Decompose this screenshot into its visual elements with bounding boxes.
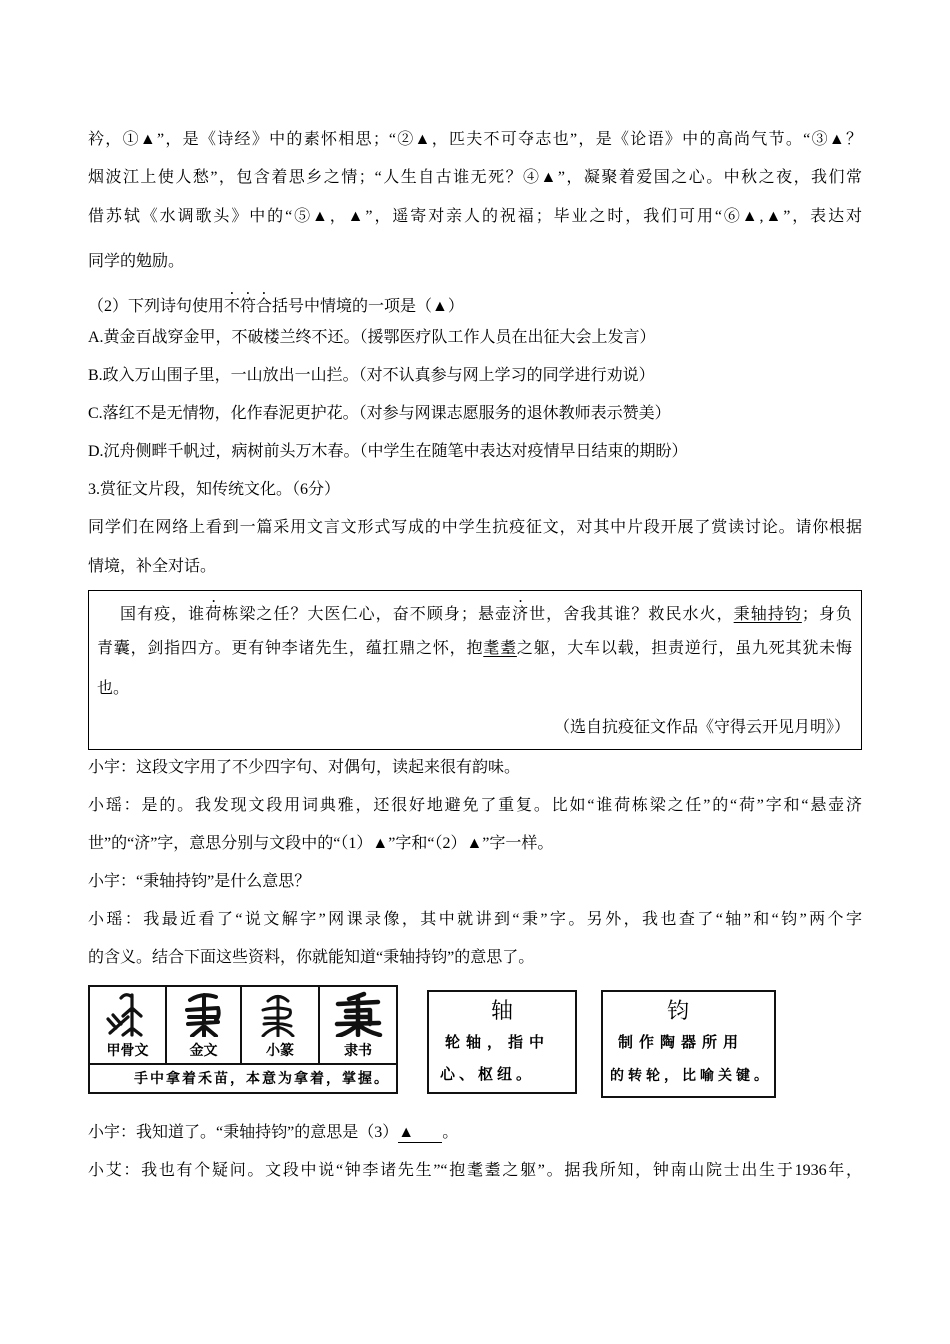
jun-definition-box xyxy=(601,990,776,1098)
option-a: A.黄金百战穿金甲，不破楼兰终不还。（援鄂医疗队工作人员在出征大会上发言） xyxy=(88,329,656,346)
question-3-heading: 3.赏征文片段，知传统文化。（6分） xyxy=(88,481,341,498)
bronze-script-glyph xyxy=(178,991,230,1037)
seal-script-cell xyxy=(242,987,320,1065)
question-3-intro-line-2: 情境，补全对话。 xyxy=(88,558,217,575)
passage-text: 之躯，大车以载，担责逆行，虽九死其犹未悔 xyxy=(516,640,852,657)
script-label: 甲骨文 xyxy=(106,1042,149,1058)
passage-line-1 xyxy=(120,597,852,626)
passage-text: 国有疫，谁 xyxy=(120,606,206,623)
passage-text: 栋梁之任？大医仁心，奋不顾身；悬壶 xyxy=(222,606,513,623)
passage-source: （选自抗疫征文作品《守得云开见月明》） xyxy=(553,719,850,736)
emphasized-text: 不符合 xyxy=(224,298,273,315)
bing-meaning-caption: 手中拿着禾苗，本意为拿着，掌握。 xyxy=(134,1070,390,1086)
seal-script-glyph xyxy=(254,991,306,1037)
passage-text: 青囊，剑指四方。更有钟李诸先生，蕴扛鼎之怀，抱 xyxy=(97,640,484,657)
dialogue-line-2: 小瑶：是的。我发现文段用词典雅，还很好地避免了重复。比如“谁荷栋梁之任”的“荷”字和“悬壶济 xyxy=(88,797,862,814)
essay-passage-box xyxy=(88,590,862,750)
answer-line xyxy=(88,1122,862,1144)
bing-script-evolution-figure xyxy=(88,985,398,1094)
emphasized-text: 荷 xyxy=(205,606,223,623)
poetry-fill-line-1: 衿，①▲”，是《诗经》中的素怀相思；“②▲，匹夫不可夺志也”，是《论语》中的高尚气节。“③▲？ xyxy=(88,131,862,148)
answer-blank[interactable]: ▲ xyxy=(398,1124,442,1143)
dialogue-line-3: 世”的“济”字，意思分别与文段中的“（1）▲”字和“（2）▲”字一样。 xyxy=(88,835,554,852)
passage-text: 世，舍我其谁？救民水火， xyxy=(529,606,734,623)
emphasized-text: 济 xyxy=(512,606,530,623)
question-2-prompt xyxy=(88,289,862,318)
definition-title: 轴 xyxy=(491,998,514,1023)
question-3-intro-line-1: 同学们在网络上看到一篇采用文言文形式写成的中学生抗疫征文，对其中片段开展了赏读讨论。请你根据 xyxy=(88,519,862,536)
poetry-fill-line-2: 烟波江上使人愁”，包含着思乡之情；“人生自古谁无死？④▲”，凝聚着爱国之心。中秋之夜，我们常 xyxy=(88,169,862,186)
passage-text: ；身负 xyxy=(801,606,852,623)
definition-text: 的转轮，比喻关键。 xyxy=(610,1067,772,1083)
clerical-script-glyph xyxy=(332,991,384,1037)
definition-text: 轮轴，指中 xyxy=(445,1034,551,1051)
underlined-text: 秉轴持钧 xyxy=(733,606,802,623)
zhou-definition-box xyxy=(427,990,577,1094)
final-dialogue-line: 小艾：我也有个疑问。文段中说“钟李诸先生”“抱耄耋之躯”。据我所知，钟南山院士出生于1936年， xyxy=(88,1162,862,1179)
dialogue-line-5: 小瑶：我最近看了“说文解字”网课录像，其中就讲到“秉”字。另外，我也查了“轴”和“钧”两个字 xyxy=(88,911,862,928)
poetry-fill-line-3: 借苏轼《水调歌头》中的“⑤▲，▲”，遥寄对亲人的祝福；毕业之时，我们可用“⑥▲,▲”，表达对 xyxy=(88,208,862,225)
passage-line-3: 也。 xyxy=(97,680,130,697)
clerical-script-cell xyxy=(320,987,396,1065)
answer-text: 。 xyxy=(442,1124,459,1141)
definition-text: 心、枢纽。 xyxy=(440,1066,536,1083)
passage-line-2 xyxy=(97,638,852,660)
oracle-bone-script-glyph xyxy=(102,991,154,1037)
option-c: C.落红不是无情物，化作春泥更护花。（对参与网课志愿服务的退休教师表示赞美） xyxy=(88,405,671,422)
oracle-bone-script-cell xyxy=(90,987,167,1065)
prompt-text: （2）下列诗句使用 xyxy=(88,298,225,315)
bronze-script-cell xyxy=(167,987,242,1065)
answer-text: 小宇：我知道了。“秉轴持钧”的意思是（3） xyxy=(88,1124,399,1141)
dialogue-line-4: 小宇：“秉轴持钧”是什么意思？ xyxy=(88,873,311,890)
prompt-text: 括号中情境的一项是（▲） xyxy=(272,298,464,315)
script-label: 隶书 xyxy=(344,1042,372,1058)
definition-title: 钧 xyxy=(667,998,690,1023)
underlined-text: 耄耋 xyxy=(483,640,517,657)
poetry-fill-line-4: 同学的勉励。 xyxy=(88,253,185,270)
dialogue-line-6: 的含义。结合下面这些资料，你就能知道“秉轴持钧”的意思了。 xyxy=(88,949,535,966)
script-label: 金文 xyxy=(189,1042,218,1058)
definition-text: 制作陶器所用 xyxy=(618,1034,745,1051)
option-b: B.政入万山围子里，一山放出一山拦。（对不认真参与网上学习的同学进行劝说） xyxy=(88,367,655,384)
script-label: 小篆 xyxy=(266,1042,294,1058)
dialogue-line-1: 小宇：这段文字用了不少四字句、对偶句，读起来很有韵味。 xyxy=(88,759,521,776)
option-d: D.沉舟侧畔千帆过，病树前头万木春。（中学生在随笔中表达对疫情早日结束的期盼） xyxy=(88,443,688,460)
